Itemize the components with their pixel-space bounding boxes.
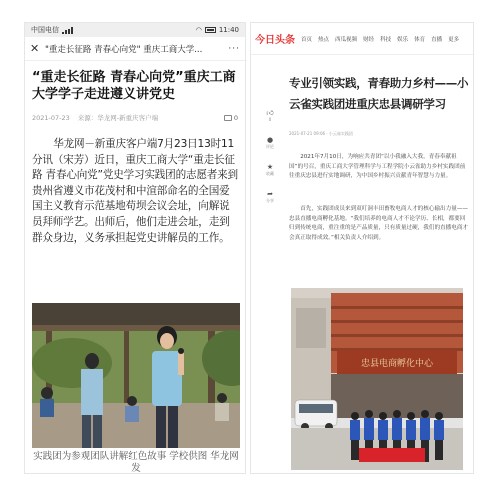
top-navigation <box>251 23 473 55</box>
action-sidebar <box>261 109 279 217</box>
battery-icon <box>205 27 216 33</box>
comment-number: 0 <box>233 113 238 122</box>
article-source: 来源：华龙网-新重庆客户端 <box>77 114 159 122</box>
article-body: 华龙网－新重庆客户端7月23日13时11分讯（宋芳）近日，重庆工商大学“重走长征路 青春心向党”党史学习实践团的志愿者来到贵州省遵义市花茂村和中渲部命名的全国爱国主义教育示范基地苟坝会议会址，向解说员拜师学艺。出师后，他们走进会址，走到群众身边，义务承担起党史讲解员的工作。 <box>32 138 238 244</box>
article-title: 专业引领实践，青春助力乡村——小云雀实践团进重庆忠县调研学习 <box>289 76 469 111</box>
nav-title: "重走长征路 青春心向党" 重庆工商大学... <box>45 44 203 55</box>
nav-item-ent[interactable]: 娱乐 <box>397 36 409 43</box>
article-photo <box>32 303 240 448</box>
article-navbar <box>25 37 245 61</box>
carrier-info <box>31 25 73 35</box>
wifi-icon: ◠ <box>195 26 202 34</box>
share-icon: ➦ <box>267 190 273 198</box>
nav-item-live[interactable]: 直播 <box>431 36 443 43</box>
comment-count[interactable] <box>224 114 238 122</box>
article-meta: 2021-07-21 09:06 · 小云雀实践团 <box>289 131 353 136</box>
mobile-article-panel <box>24 22 246 474</box>
toutiao-logo[interactable]: 今日头条 <box>255 35 295 46</box>
nav-item-more[interactable]: 更多 <box>448 36 460 43</box>
status-time: 11:40 <box>218 26 239 34</box>
comment-action[interactable] <box>266 136 274 149</box>
nav-item-home[interactable]: 首页 <box>301 36 313 43</box>
comment-label: 评论 <box>266 144 274 149</box>
article-photo <box>291 288 463 470</box>
status-right <box>196 26 239 34</box>
nav-item-xigua[interactable]: 西瓜视频 <box>335 36 358 43</box>
nav-item-hot[interactable]: 热点 <box>318 36 330 43</box>
nav-item-tech[interactable]: 科技 <box>380 36 392 43</box>
close-icon[interactable]: ✕ <box>30 42 40 55</box>
article-date: 2021-07-23 <box>32 113 70 122</box>
article-paragraph-2: 首先，实践团成员来到双叮洞丰田畜牧电商人才的核心输出力量——忠县直播电商孵化基地。“我们培养的电商人才不论学历、长相，都要回归到传统电商，重注重的是产品质量，只有质量过硬，我们的直播电商才会真正取得成效。”相关负责人介绍到。 <box>289 206 469 241</box>
like-count: 0 <box>268 117 272 122</box>
nav-item-sports[interactable]: 体育 <box>414 36 426 43</box>
toutiao-article-panel <box>250 22 474 474</box>
carrier-label: 中国电信 <box>31 26 59 34</box>
status-bar <box>25 23 245 37</box>
signal-icon <box>62 27 73 34</box>
nav-item-finance[interactable]: 财经 <box>363 36 375 43</box>
thumb-up-icon: 👍︎ <box>266 109 274 117</box>
article-paragraph-1: 2021年7月10日，为响应共青团“以小我融入大我，青春奉献祖国”的号召，重庆工商大学管理科学与工程学院小云雀助力乡村实践团前往重庆忠县进行实地调研，为中国乡村振兴贡献青年智慧与力量。 <box>289 154 466 180</box>
favorite-action[interactable] <box>266 163 274 176</box>
article-headline: “重走长征路 青春心向党”重庆工商大学学子走进遵义讲党史 <box>32 70 236 102</box>
like-action[interactable] <box>266 109 273 122</box>
photo-caption: 实践团为参观团队讲解红色故事 学校供图 华龙网发 <box>33 451 239 474</box>
favorite-label: 收藏 <box>266 171 274 176</box>
share-label: 分享 <box>266 198 274 203</box>
article-meta <box>25 103 245 122</box>
comment-icon: ● <box>266 136 274 144</box>
comment-icon <box>224 115 232 121</box>
more-icon[interactable]: ··· <box>228 43 240 54</box>
star-icon: ★ <box>266 163 274 171</box>
share-action[interactable] <box>266 190 274 203</box>
building-sign: 忠县电商孵化中心 <box>360 359 434 369</box>
